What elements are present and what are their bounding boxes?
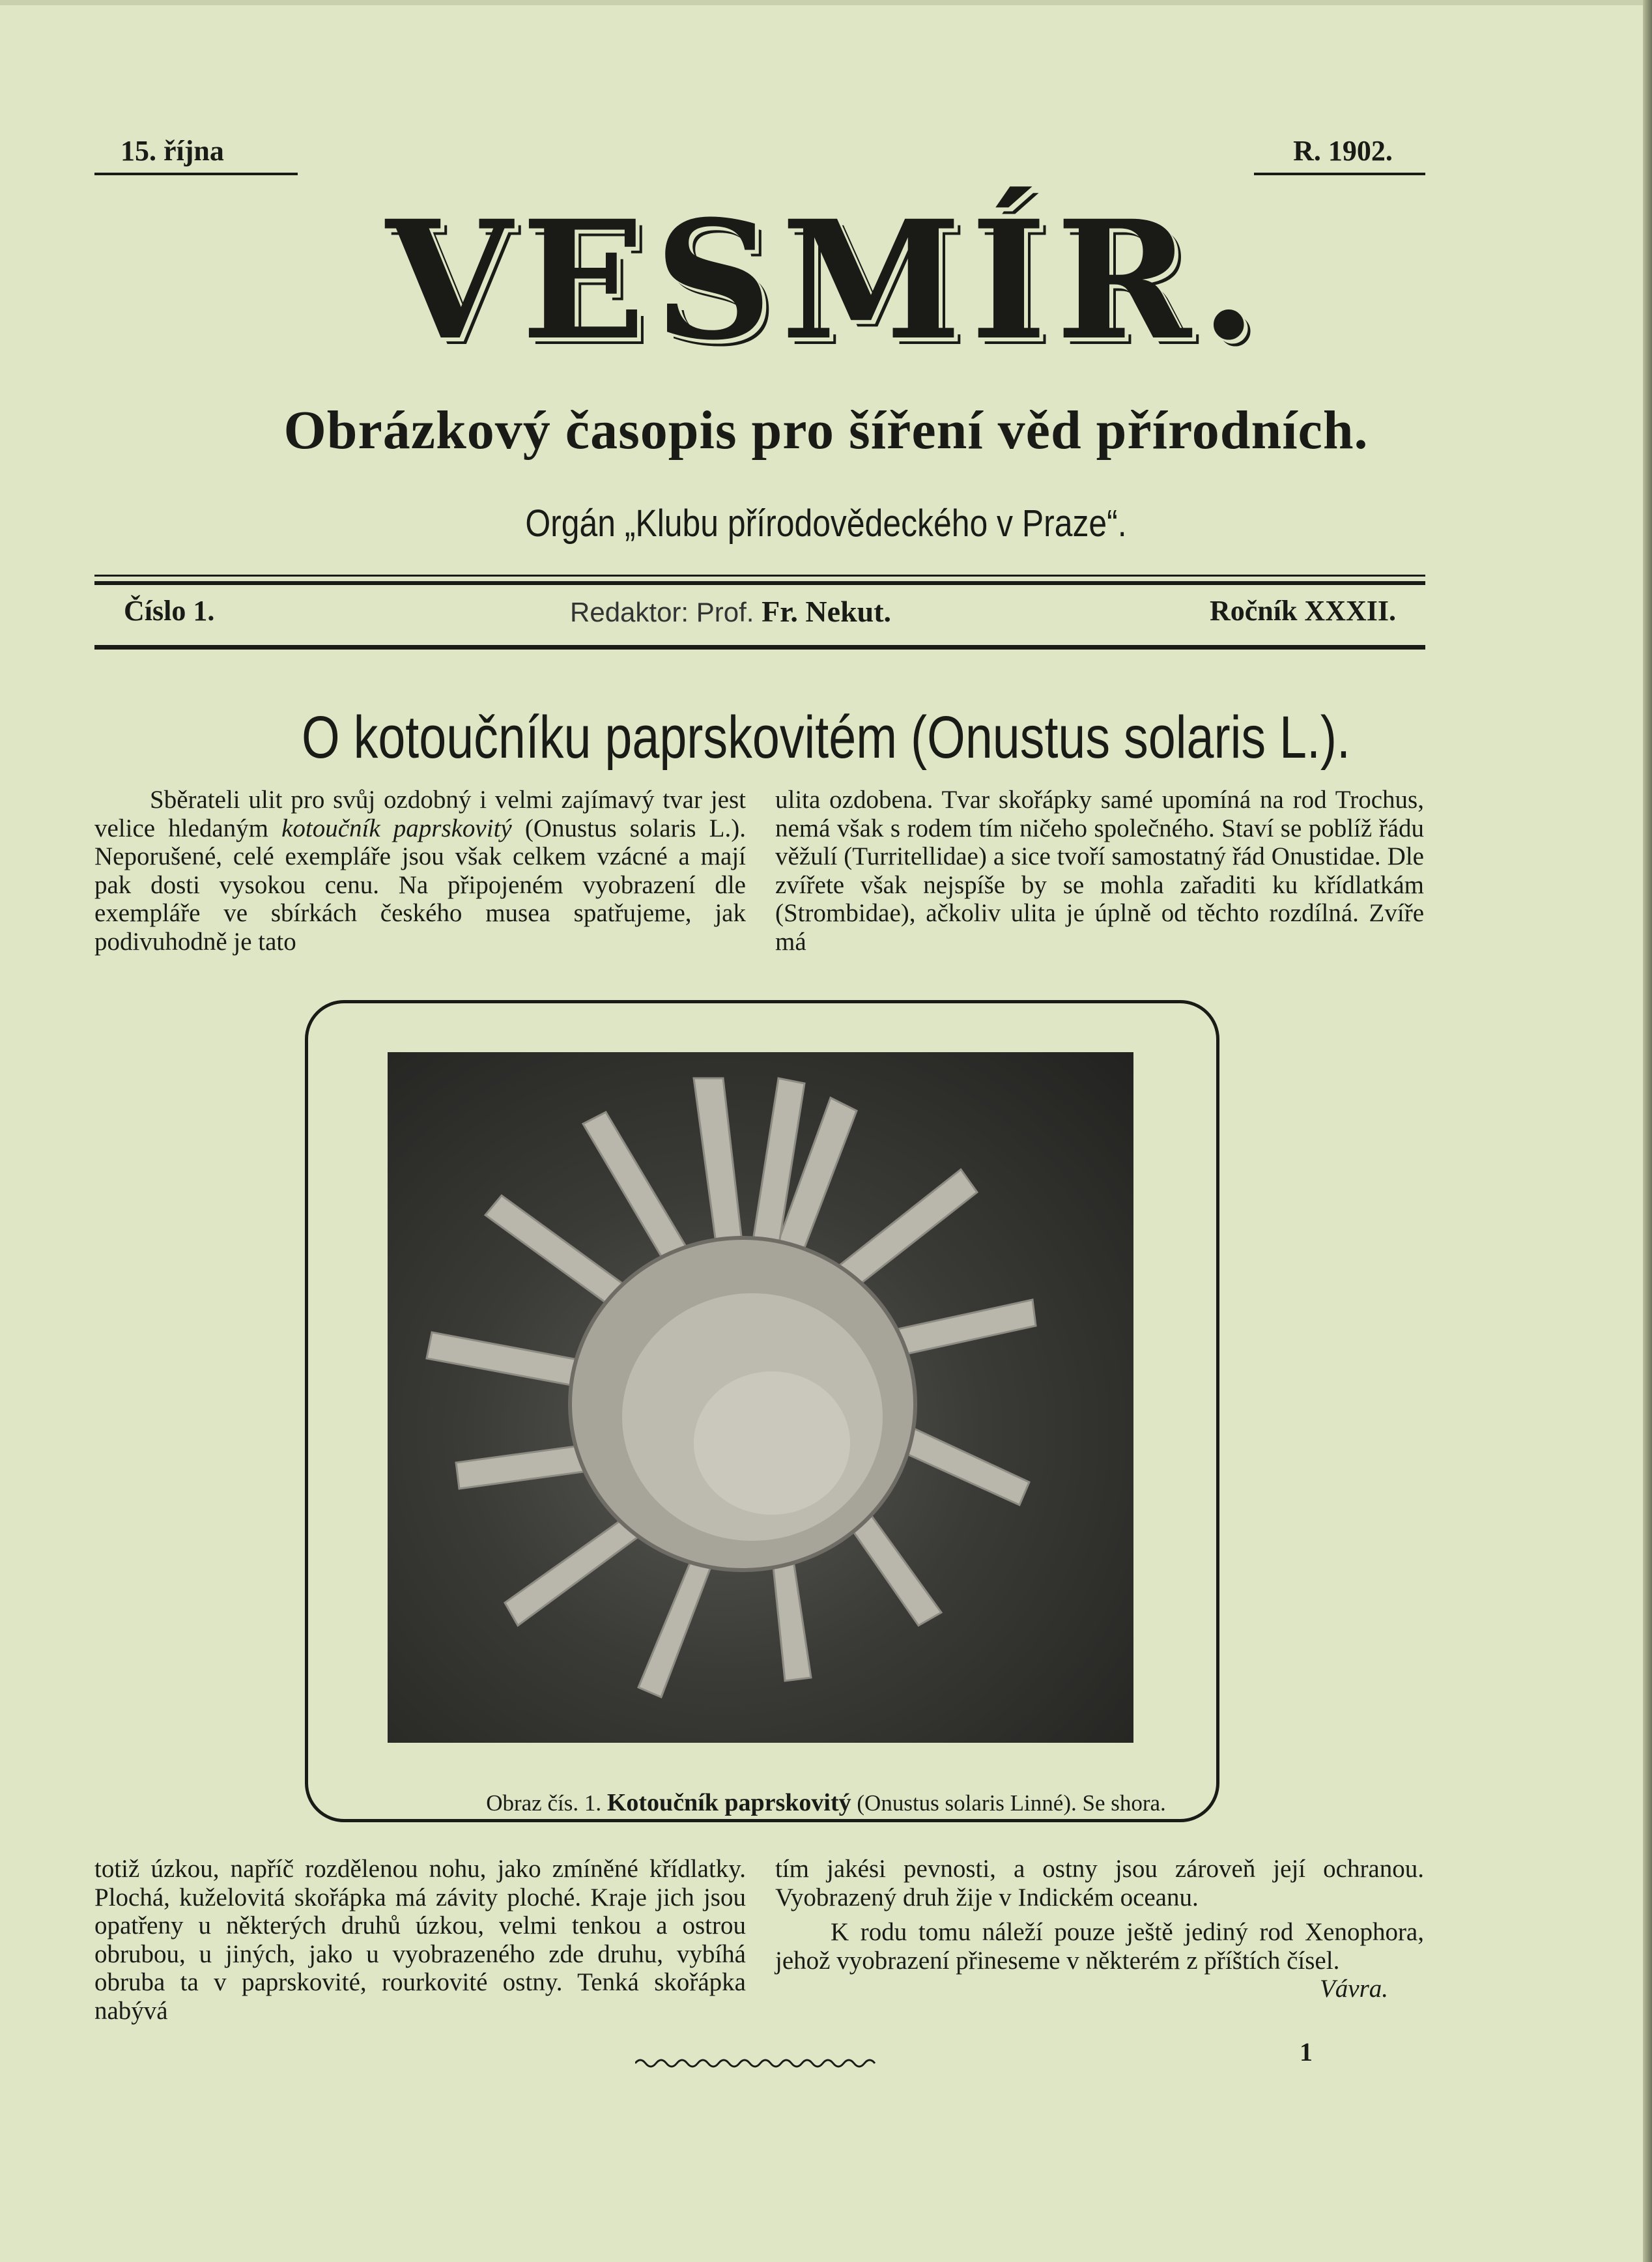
caption-number: Obraz čís. 1. bbox=[486, 1790, 602, 1816]
issue-year: R. 1902. bbox=[1254, 134, 1425, 175]
editor-name: Fr. Nekut. bbox=[762, 595, 892, 628]
issue-date: 15. října bbox=[94, 134, 298, 175]
article-title: O kotoučníku paprskovitém (Onustus solaris L.). bbox=[301, 704, 1351, 771]
text-run: Sběrateli ulit pro svůj ozdobný i velmi zajímavý tvar jest velice hledaným bbox=[94, 786, 746, 842]
shell-illustration bbox=[388, 1052, 1133, 1743]
text-column-2 bbox=[775, 786, 1424, 956]
volume-number: Ročník XXXII. bbox=[1209, 595, 1396, 627]
page-number: 1 bbox=[1300, 2037, 1313, 2067]
top-rule-thin bbox=[94, 575, 1425, 577]
issue-number: Číslo 1. bbox=[124, 595, 215, 627]
issue-info-bar bbox=[94, 594, 1425, 633]
masthead-organ-line: Orgán „Klubu přírodovědeckého v Praze“. bbox=[525, 502, 1127, 545]
paragraph: K rodu tomu náleží pouze ještě jediný rod Xenophora, jehož vyobrazení přineseme v některém z příštích čísel. bbox=[775, 1918, 1424, 1975]
paragraph: ulita ozdobena. Tvar skořápky samé upomíná na rod Trochus, nemá však s rodem tím ničeho společného. Staví se poblíž řádu věžulí (Turritellidae) a sice tvoří samostatný řád Onustidae. Dle zvířete však nejspíše by se mohla zařaditi ku křídlatkám (Strombidae), ačkoliv ulita je úplně od těchto rozdílná. Zvíře má bbox=[775, 786, 1424, 956]
masthead-title: VESMÍR. bbox=[386, 184, 1266, 376]
author-signature: Vávra. bbox=[1319, 1975, 1388, 2003]
figure-caption bbox=[0, 1788, 1652, 1817]
text-column-3 bbox=[94, 1855, 746, 2025]
masthead-subtitle: Obrázkový časopis pro šíření věd přírodních. bbox=[283, 400, 1369, 461]
bottom-rule-thick bbox=[94, 645, 1425, 650]
top-rule-thick bbox=[94, 581, 1425, 585]
text-column-1 bbox=[94, 786, 746, 956]
paragraph bbox=[94, 786, 746, 956]
italic-species-name: kotoučník paprskovitý bbox=[281, 814, 512, 842]
editor-credit bbox=[570, 594, 891, 629]
page-top-shade bbox=[0, 0, 1652, 5]
shell-photograph bbox=[388, 1052, 1133, 1743]
wave-ornament bbox=[635, 2055, 876, 2071]
editor-label: Redaktor: Prof. bbox=[570, 597, 754, 627]
caption-description: (Onustus solaris Linné). Se shora. bbox=[857, 1790, 1166, 1816]
caption-species: Kotoučník paprskovitý bbox=[606, 1789, 851, 1816]
text-column-4 bbox=[775, 1855, 1424, 2003]
paragraph: tím jakési pevnosti, a ostny jsou zároveň její ochranou. Vyobrazený druh žije v Indickém oceanu. bbox=[775, 1855, 1424, 1911]
text-run: (Onustus solaris L.). Neporušené, celé exempláře jsou však celkem vzácné a mají pak dosti vysokou cenu. Na připojeném vyobrazení dle exempláře ve sbírkách českého musea spatřujeme, jak podivuhodně je tato bbox=[94, 814, 746, 956]
paragraph: totiž úzkou, napříč rozdělenou nohu, jako zmíněné křídlatky. Plochá, kuželovitá skořápka má závity ploché. Kraje jich jsou opatřeny u některých druhů úzkou, velmi tenkou a ostrou obrubou, u jiných, jako u vyobrazeného zde druhu, vybíhá obruba ta v paprskovité, rourkovité ostny. Tenká skořápka nabývá bbox=[94, 1855, 746, 2025]
